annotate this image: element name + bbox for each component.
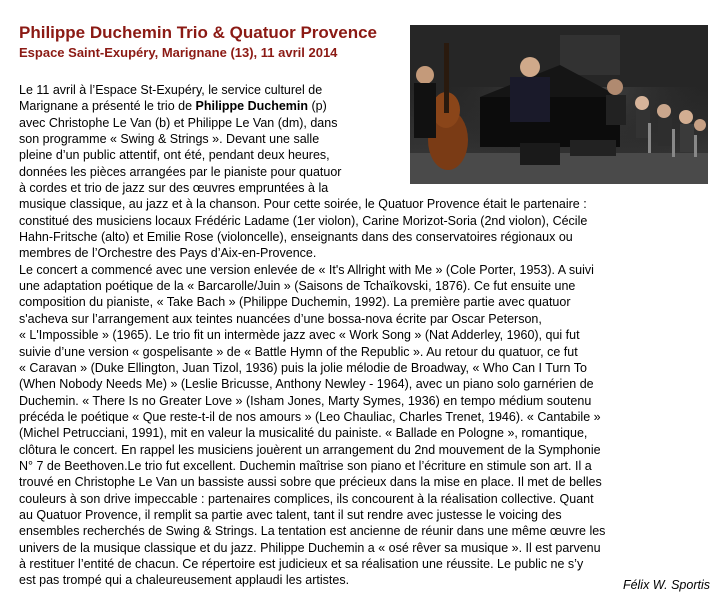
- body-line: à restituer l’entité de chacun. Ce répertoire est judicieux et sa réalisation une réussite. Le public ne s’y: [19, 556, 584, 571]
- body-line: est pas trompé qui a chaleureusement applaudi les artistes.: [19, 573, 350, 588]
- body-line: pleine d’un public attentif, ont été, pendant deux heures,: [19, 148, 330, 163]
- body-line: membres de l’Orchestre des Pays d’Aix-en-Provence.: [19, 246, 317, 261]
- body-line: N° 7 de Beethoven.Le trio fut excellent. Duchemin maîtrise son piano et l’écriture en stimule son art. Il a: [19, 458, 592, 473]
- body-line: trouvé en Christophe Le Van un bassiste aussi sobre que précieux dans la mise en place. Il met de belles: [19, 475, 602, 490]
- body-line: couleurs à son drive impeccable : partenaires complices, ils concourent à la réalisation collective. Quant: [19, 491, 594, 506]
- body-line: constitué des musiciens locaux Frédéric Ladame (1er violon), Carine Morizot-Soria (2nd violon), Cécile: [19, 213, 588, 228]
- body-line: « L'Impossible » (1965). Le trio fit un intermède jazz avec « Work Song » (Nat Adderley, 1960), qui fut: [19, 328, 580, 343]
- body-line: Hahn-Fritsche (alto) et Emilie Rose (violoncelle), enseignants dans des conservatoires régionaux ou: [19, 230, 573, 245]
- body-line: (Michel Petrucciani, 1991), mit en valeur la musicalité du painiste. « Ballade en Pologne », romantique,: [19, 426, 588, 441]
- body-line: son programme « Swing & Strings ». Devant une salle: [19, 132, 320, 147]
- article-title: Philippe Duchemin Trio & Quatuor Provence: [19, 23, 378, 42]
- body-line: Marignane a présenté le trio de Philippe Duchemin (p): [19, 99, 327, 114]
- article-body: [19, 82, 711, 589]
- body-line: s'acheva sur l’arrangement aux teintes nuancées d’une bossa-nova écrite par Oscar Peterson,: [19, 311, 542, 326]
- pianist-name: Philippe Duchemin: [195, 99, 309, 114]
- body-line: composition du pianiste, « Take Bach » (Philippe Duchemin, 1992). La première partie avec quatuor: [19, 295, 571, 310]
- body-line: une adaptation poétique de la « Barcarolle/Juin » (Saisons de Tchaïkovski, 1876). Ce fut ensuite une: [19, 279, 576, 294]
- body-line: « Caravan » (Duke Ellington, Juan Tizol, 1936) puis la jolie mélodie de Broadway, « Who Can I Turn To: [19, 360, 587, 375]
- author-signature: Félix W. Sportis: [622, 578, 710, 592]
- body-line: Le 11 avril à l’Espace St-Exupéry, le service culturel de: [19, 83, 323, 97]
- body-line: Duchemin. « There Is no Greater Love » (Isham Jones, Marty Symes, 1936) en tempo médium soutenu: [19, 393, 592, 408]
- body-line: avec Christophe Le Van (b) et Philippe Le Van (dm), dans: [19, 115, 338, 130]
- body-line: clôtura le concert. En rappel les musiciens jouèrent un arrangement du 2nd mouvement de la Symphonie: [19, 442, 601, 457]
- body-line: univers de la musique classique et du jazz. Philippe Duchemin a « osé rêver sa musique ». Il est parvenu: [19, 540, 601, 555]
- body-line: ensembles recherchés de Swing & Strings. La tentation est ancienne de réunir dans une même œuvre les: [19, 524, 606, 539]
- body-line: précéda le poétique « Que reste-t-il de nos amours » (Leo Chauliac, Charles Trenet, 1946). « Cantabile »: [19, 409, 601, 424]
- body-line: au Quatuor Provence, il remplit sa partie avec talent, tant il sut rendre avec justesse le voicing des: [19, 507, 562, 522]
- article-subtitle: Espace Saint-Exupéry, Marignane (13), 11 avril 2014: [19, 45, 338, 60]
- body-line: données les pièces arrangées par le pianiste pour quatuor: [19, 164, 342, 179]
- body-line: Le concert a commencé avec une version enlevée de « It's Allright with Me » (Cole Porter, 1953). A suivi: [19, 262, 594, 277]
- body-line: musique classique, au jazz et à la chanson. Pour cette soirée, le Quatuor Provence était le partenaire :: [19, 197, 587, 212]
- body-line: suivie d’une version « gospelisante » de « Battle Hymn of the Republic ». Au retour du quatuor, ce fut: [19, 344, 578, 359]
- body-line: (When Nobody Needs Me) » (Leslie Bricusse, Anthony Newley - 1964), avec un piano solo garnérien de: [19, 377, 594, 392]
- body-line: à cordes et trio de jazz sur des œuvres empruntées à la: [19, 181, 329, 196]
